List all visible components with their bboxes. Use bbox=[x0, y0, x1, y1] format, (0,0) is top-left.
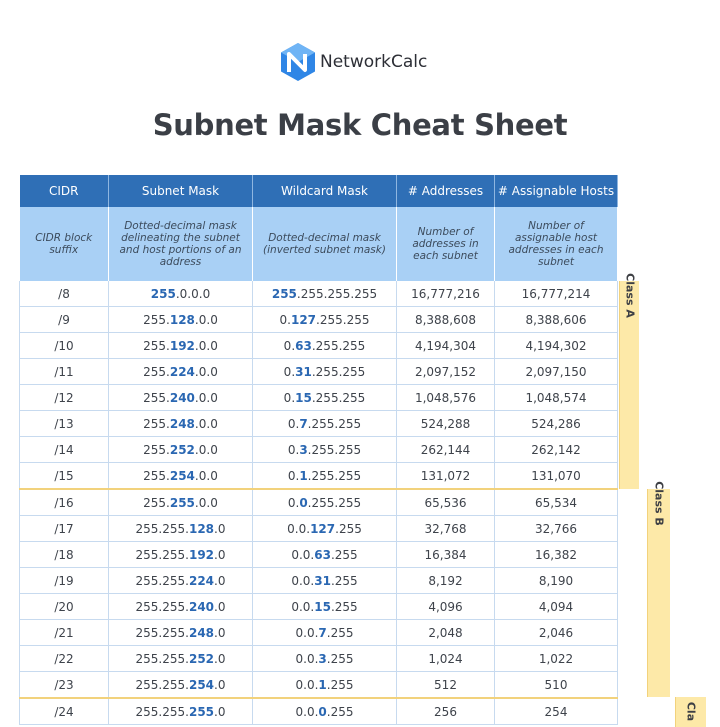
column-header-addresses: # Addresses bbox=[397, 175, 495, 207]
wildcard-mask-cell: 0.0.63.255 bbox=[253, 542, 397, 568]
assignable-hosts-cell: 1,022 bbox=[495, 646, 618, 672]
assignable-hosts-cell: 2,097,150 bbox=[495, 359, 618, 385]
wildcard-mask-cell: 0.0.255.255 bbox=[253, 489, 397, 516]
highlighted-octet: 248 bbox=[169, 416, 195, 431]
highlighted-octet: 254 bbox=[169, 468, 195, 483]
addresses-cell: 32,768 bbox=[397, 516, 495, 542]
addresses-cell: 1,024 bbox=[397, 646, 495, 672]
wildcard-mask-cell: 0.0.127.255 bbox=[253, 516, 397, 542]
table-row bbox=[20, 359, 618, 385]
highlighted-octet: 3 bbox=[318, 651, 327, 666]
highlighted-octet: 252 bbox=[169, 442, 195, 457]
highlighted-octet: 192 bbox=[188, 547, 215, 562]
addresses-cell: 1,048,576 bbox=[397, 385, 495, 411]
assignable-hosts-cell: 8,190 bbox=[495, 568, 618, 594]
table-row bbox=[20, 516, 618, 542]
cidr-cell: /17 bbox=[20, 516, 109, 542]
table-row bbox=[20, 463, 618, 490]
subnet-mask-cell: 255.255.192.0 bbox=[109, 542, 253, 568]
highlighted-octet: 63 bbox=[314, 547, 331, 562]
table-row bbox=[20, 489, 618, 516]
networkcalc-logo-icon bbox=[278, 42, 318, 82]
wildcard-mask-cell: 0.3.255.255 bbox=[253, 437, 397, 463]
highlighted-octet: 31 bbox=[314, 573, 331, 588]
addresses-cell: 2,097,152 bbox=[397, 359, 495, 385]
cheat-sheet-table-container bbox=[19, 175, 698, 725]
table-row bbox=[20, 307, 618, 333]
assignable-hosts-cell: 1,048,574 bbox=[495, 385, 618, 411]
highlighted-octet: 255 bbox=[169, 495, 195, 510]
addresses-cell: 256 bbox=[397, 698, 495, 725]
highlighted-octet: 127 bbox=[310, 521, 336, 536]
class-c-band bbox=[675, 697, 706, 727]
wildcard-mask-cell: 0.63.255.255 bbox=[253, 333, 397, 359]
highlighted-octet: 192 bbox=[169, 338, 195, 353]
assignable-hosts-cell: 4,094 bbox=[495, 594, 618, 620]
cidr-cell: /24 bbox=[20, 698, 109, 725]
subnet-mask-cell: 255.255.224.0 bbox=[109, 568, 253, 594]
table-row bbox=[20, 698, 618, 725]
wildcard-mask-cell: 0.0.1.255 bbox=[253, 672, 397, 699]
highlighted-octet: 255 bbox=[150, 286, 176, 301]
column-header-cidr: CIDR bbox=[20, 175, 109, 207]
class-c-label: Cla bbox=[684, 701, 698, 722]
addresses-cell: 524,288 bbox=[397, 411, 495, 437]
assignable-hosts-cell: 254 bbox=[495, 698, 618, 725]
description-row bbox=[20, 207, 618, 281]
highlighted-octet: 0 bbox=[318, 704, 327, 719]
column-desc-assignable-hosts: Number of assignable host addresses in each subnet bbox=[495, 207, 618, 281]
header-row bbox=[20, 175, 618, 207]
assignable-hosts-cell: 262,142 bbox=[495, 437, 618, 463]
cidr-cell: /18 bbox=[20, 542, 109, 568]
addresses-cell: 16,384 bbox=[397, 542, 495, 568]
assignable-hosts-cell: 16,777,214 bbox=[495, 281, 618, 307]
cidr-cell: /23 bbox=[20, 672, 109, 699]
wildcard-mask-cell: 0.0.7.255 bbox=[253, 620, 397, 646]
cidr-cell: /15 bbox=[20, 463, 109, 490]
highlighted-octet: 1 bbox=[318, 677, 327, 692]
column-desc-cidr: CIDR block suffix bbox=[20, 207, 109, 281]
table-row bbox=[20, 281, 618, 307]
column-desc-wildcard-mask: Dotted-decimal mask (inverted subnet mask) bbox=[253, 207, 397, 281]
addresses-cell: 512 bbox=[397, 672, 495, 699]
assignable-hosts-cell: 131,070 bbox=[495, 463, 618, 490]
highlighted-octet: 255 bbox=[271, 286, 297, 301]
subnet-mask-cell: 255.255.254.0 bbox=[109, 672, 253, 699]
column-desc-addresses: Number of addresses in each subnet bbox=[397, 207, 495, 281]
wildcard-mask-cell: 0.31.255.255 bbox=[253, 359, 397, 385]
wildcard-mask-cell: 0.0.15.255 bbox=[253, 594, 397, 620]
cidr-cell: /22 bbox=[20, 646, 109, 672]
addresses-cell: 2,048 bbox=[397, 620, 495, 646]
cidr-cell: /9 bbox=[20, 307, 109, 333]
highlighted-octet: 240 bbox=[188, 599, 215, 614]
subnet-mask-cell: 255.255.255.0 bbox=[109, 698, 253, 725]
highlighted-octet: 63 bbox=[295, 338, 312, 353]
brand-name: NetworkCalc bbox=[320, 52, 428, 72]
subnet-mask-cell: 255.255.248.0 bbox=[109, 620, 253, 646]
page-title: Subnet Mask Cheat Sheet bbox=[152, 108, 568, 142]
wildcard-mask-cell: 255.255.255.255 bbox=[253, 281, 397, 307]
table-row bbox=[20, 620, 618, 646]
highlighted-octet: 7 bbox=[318, 625, 327, 640]
assignable-hosts-cell: 32,766 bbox=[495, 516, 618, 542]
table-body bbox=[20, 281, 618, 725]
wildcard-mask-cell: 0.1.255.255 bbox=[253, 463, 397, 490]
column-header-assignable-hosts: # Assignable Hosts bbox=[495, 175, 618, 207]
subnet-mask-cell: 255.128.0.0 bbox=[109, 307, 253, 333]
addresses-cell: 8,388,608 bbox=[397, 307, 495, 333]
wildcard-mask-cell: 0.7.255.255 bbox=[253, 411, 397, 437]
subnet-table bbox=[19, 175, 618, 725]
class-b-label: Class B bbox=[652, 481, 666, 526]
addresses-cell: 65,536 bbox=[397, 489, 495, 516]
highlighted-octet: 15 bbox=[295, 390, 312, 405]
highlighted-octet: 248 bbox=[188, 625, 215, 640]
subnet-mask-cell: 255.252.0.0 bbox=[109, 437, 253, 463]
cidr-cell: /12 bbox=[20, 385, 109, 411]
table-row bbox=[20, 568, 618, 594]
cidr-cell: /8 bbox=[20, 281, 109, 307]
assignable-hosts-cell: 16,382 bbox=[495, 542, 618, 568]
assignable-hosts-cell: 510 bbox=[495, 672, 618, 699]
addresses-cell: 262,144 bbox=[397, 437, 495, 463]
addresses-cell: 4,194,304 bbox=[397, 333, 495, 359]
cidr-cell: /20 bbox=[20, 594, 109, 620]
column-desc-subnet-mask: Dotted-decimal mask delineating the subnet and host portions of an address bbox=[109, 207, 253, 281]
cidr-cell: /16 bbox=[20, 489, 109, 516]
table-row bbox=[20, 672, 618, 699]
wildcard-mask-cell: 0.127.255.255 bbox=[253, 307, 397, 333]
wildcard-mask-cell: 0.0.31.255 bbox=[253, 568, 397, 594]
subnet-mask-cell: 255.0.0.0 bbox=[109, 281, 253, 307]
cidr-cell: /10 bbox=[20, 333, 109, 359]
table-row bbox=[20, 646, 618, 672]
highlighted-octet: 1 bbox=[299, 468, 308, 483]
wildcard-mask-cell: 0.15.255.255 bbox=[253, 385, 397, 411]
class-a-label: Class A bbox=[623, 273, 636, 318]
table-row bbox=[20, 385, 618, 411]
addresses-cell: 131,072 bbox=[397, 463, 495, 490]
highlighted-octet: 252 bbox=[188, 651, 215, 666]
highlighted-octet: 224 bbox=[169, 364, 195, 379]
table-row bbox=[20, 542, 618, 568]
addresses-cell: 16,777,216 bbox=[397, 281, 495, 307]
highlighted-octet: 7 bbox=[299, 416, 308, 431]
wildcard-mask-cell: 0.0.0.255 bbox=[253, 698, 397, 725]
subnet-mask-cell: 255.192.0.0 bbox=[109, 333, 253, 359]
subnet-mask-cell: 255.255.240.0 bbox=[109, 594, 253, 620]
subnet-mask-cell: 255.255.252.0 bbox=[109, 646, 253, 672]
table-row bbox=[20, 333, 618, 359]
assignable-hosts-cell: 524,286 bbox=[495, 411, 618, 437]
assignable-hosts-cell: 65,534 bbox=[495, 489, 618, 516]
cidr-cell: /13 bbox=[20, 411, 109, 437]
table-row bbox=[20, 594, 618, 620]
highlighted-octet: 3 bbox=[299, 442, 308, 457]
subnet-mask-cell: 255.240.0.0 bbox=[109, 385, 253, 411]
highlighted-octet: 127 bbox=[290, 312, 317, 327]
assignable-hosts-cell: 2,046 bbox=[495, 620, 618, 646]
subnet-mask-cell: 255.255.0.0 bbox=[109, 489, 253, 516]
table-row bbox=[20, 437, 618, 463]
subnet-mask-cell: 255.254.0.0 bbox=[109, 463, 253, 490]
cidr-cell: /21 bbox=[20, 620, 109, 646]
cidr-cell: /11 bbox=[20, 359, 109, 385]
highlighted-octet: 240 bbox=[169, 390, 195, 405]
highlighted-octet: 0 bbox=[299, 495, 308, 510]
brand-logo bbox=[278, 42, 427, 82]
subnet-mask-cell: 255.224.0.0 bbox=[109, 359, 253, 385]
column-header-subnet-mask: Subnet Mask bbox=[109, 175, 253, 207]
highlighted-octet: 255 bbox=[188, 704, 215, 719]
class-b-band bbox=[647, 481, 670, 697]
addresses-cell: 8,192 bbox=[397, 568, 495, 594]
cidr-cell: /19 bbox=[20, 568, 109, 594]
subnet-mask-cell: 255.248.0.0 bbox=[109, 411, 253, 437]
highlighted-octet: 15 bbox=[314, 599, 331, 614]
cidr-cell: /14 bbox=[20, 437, 109, 463]
highlighted-octet: 224 bbox=[188, 573, 215, 588]
highlighted-octet: 128 bbox=[169, 312, 195, 327]
table-row bbox=[20, 411, 618, 437]
assignable-hosts-cell: 4,194,302 bbox=[495, 333, 618, 359]
addresses-cell: 4,096 bbox=[397, 594, 495, 620]
wildcard-mask-cell: 0.0.3.255 bbox=[253, 646, 397, 672]
highlighted-octet: 254 bbox=[188, 677, 215, 692]
column-header-wildcard-mask: Wildcard Mask bbox=[253, 175, 397, 207]
highlighted-octet: 128 bbox=[188, 521, 215, 536]
subnet-mask-cell: 255.255.128.0 bbox=[109, 516, 253, 542]
assignable-hosts-cell: 8,388,606 bbox=[495, 307, 618, 333]
class-a-band bbox=[619, 273, 639, 489]
highlighted-octet: 31 bbox=[295, 364, 312, 379]
